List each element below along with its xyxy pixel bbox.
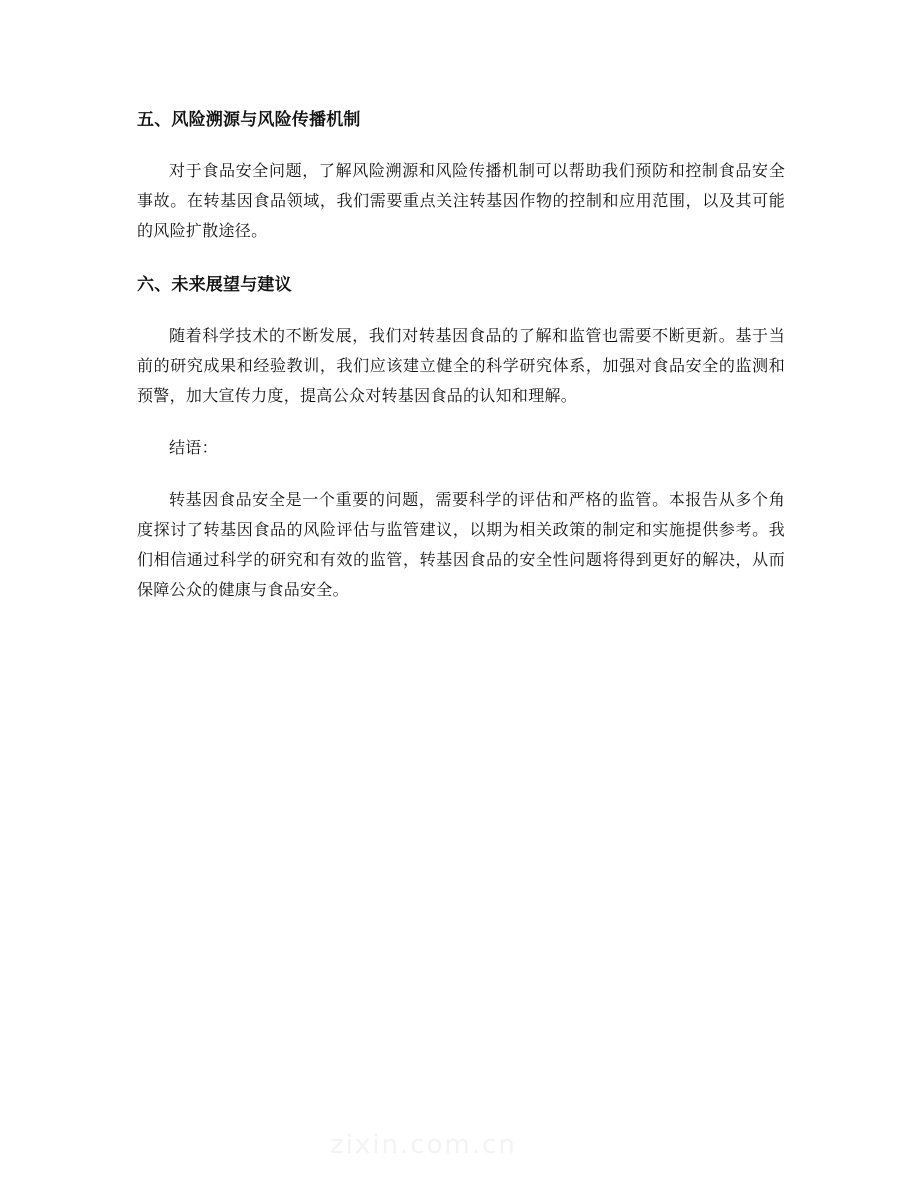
section-heading-risk-tracing: 五、风险溯源与风险传播机制 [137,110,361,130]
document-body [137,106,785,605]
section-paragraph-risk-tracing: 对于食品安全问题，了解风险溯源和风险传播机制可以帮助我们预防和控制食品安全事故。在转基因食品领域，我们需要重点关注转基因作物的控制和应用范围，以及其可能的风险扩散途径。 [137,161,785,240]
section-heading-outlook: 六、未来展望与建议 [137,275,292,295]
section-paragraph-outlook: 随着科学技术的不断发展，我们对转基因食品的了解和监管也需要不断更新。基于当前的研究成果和经验教训，我们应该建立健全的科学研究体系，加强对食品安全的监测和预警，加大宣传力度，提高公众对转基因食品的认知和理解。 [137,326,785,405]
conclusion-label: 结语： [169,438,218,457]
conclusion-paragraph: 转基因食品安全是一个重要的问题，需要科学的评估和严格的监管。本报告从多个角度探讨了转基因食品的风险评估与监管建议，以期为相关政策的制定和实施提供参考。我们相信通过科学的研究和有效的监管，转基因食品的安全性问题将得到更好的解决，从而保障公众的健康与食品安全。 [137,490,785,599]
watermark: zixin.com.cn [330,1130,517,1160]
